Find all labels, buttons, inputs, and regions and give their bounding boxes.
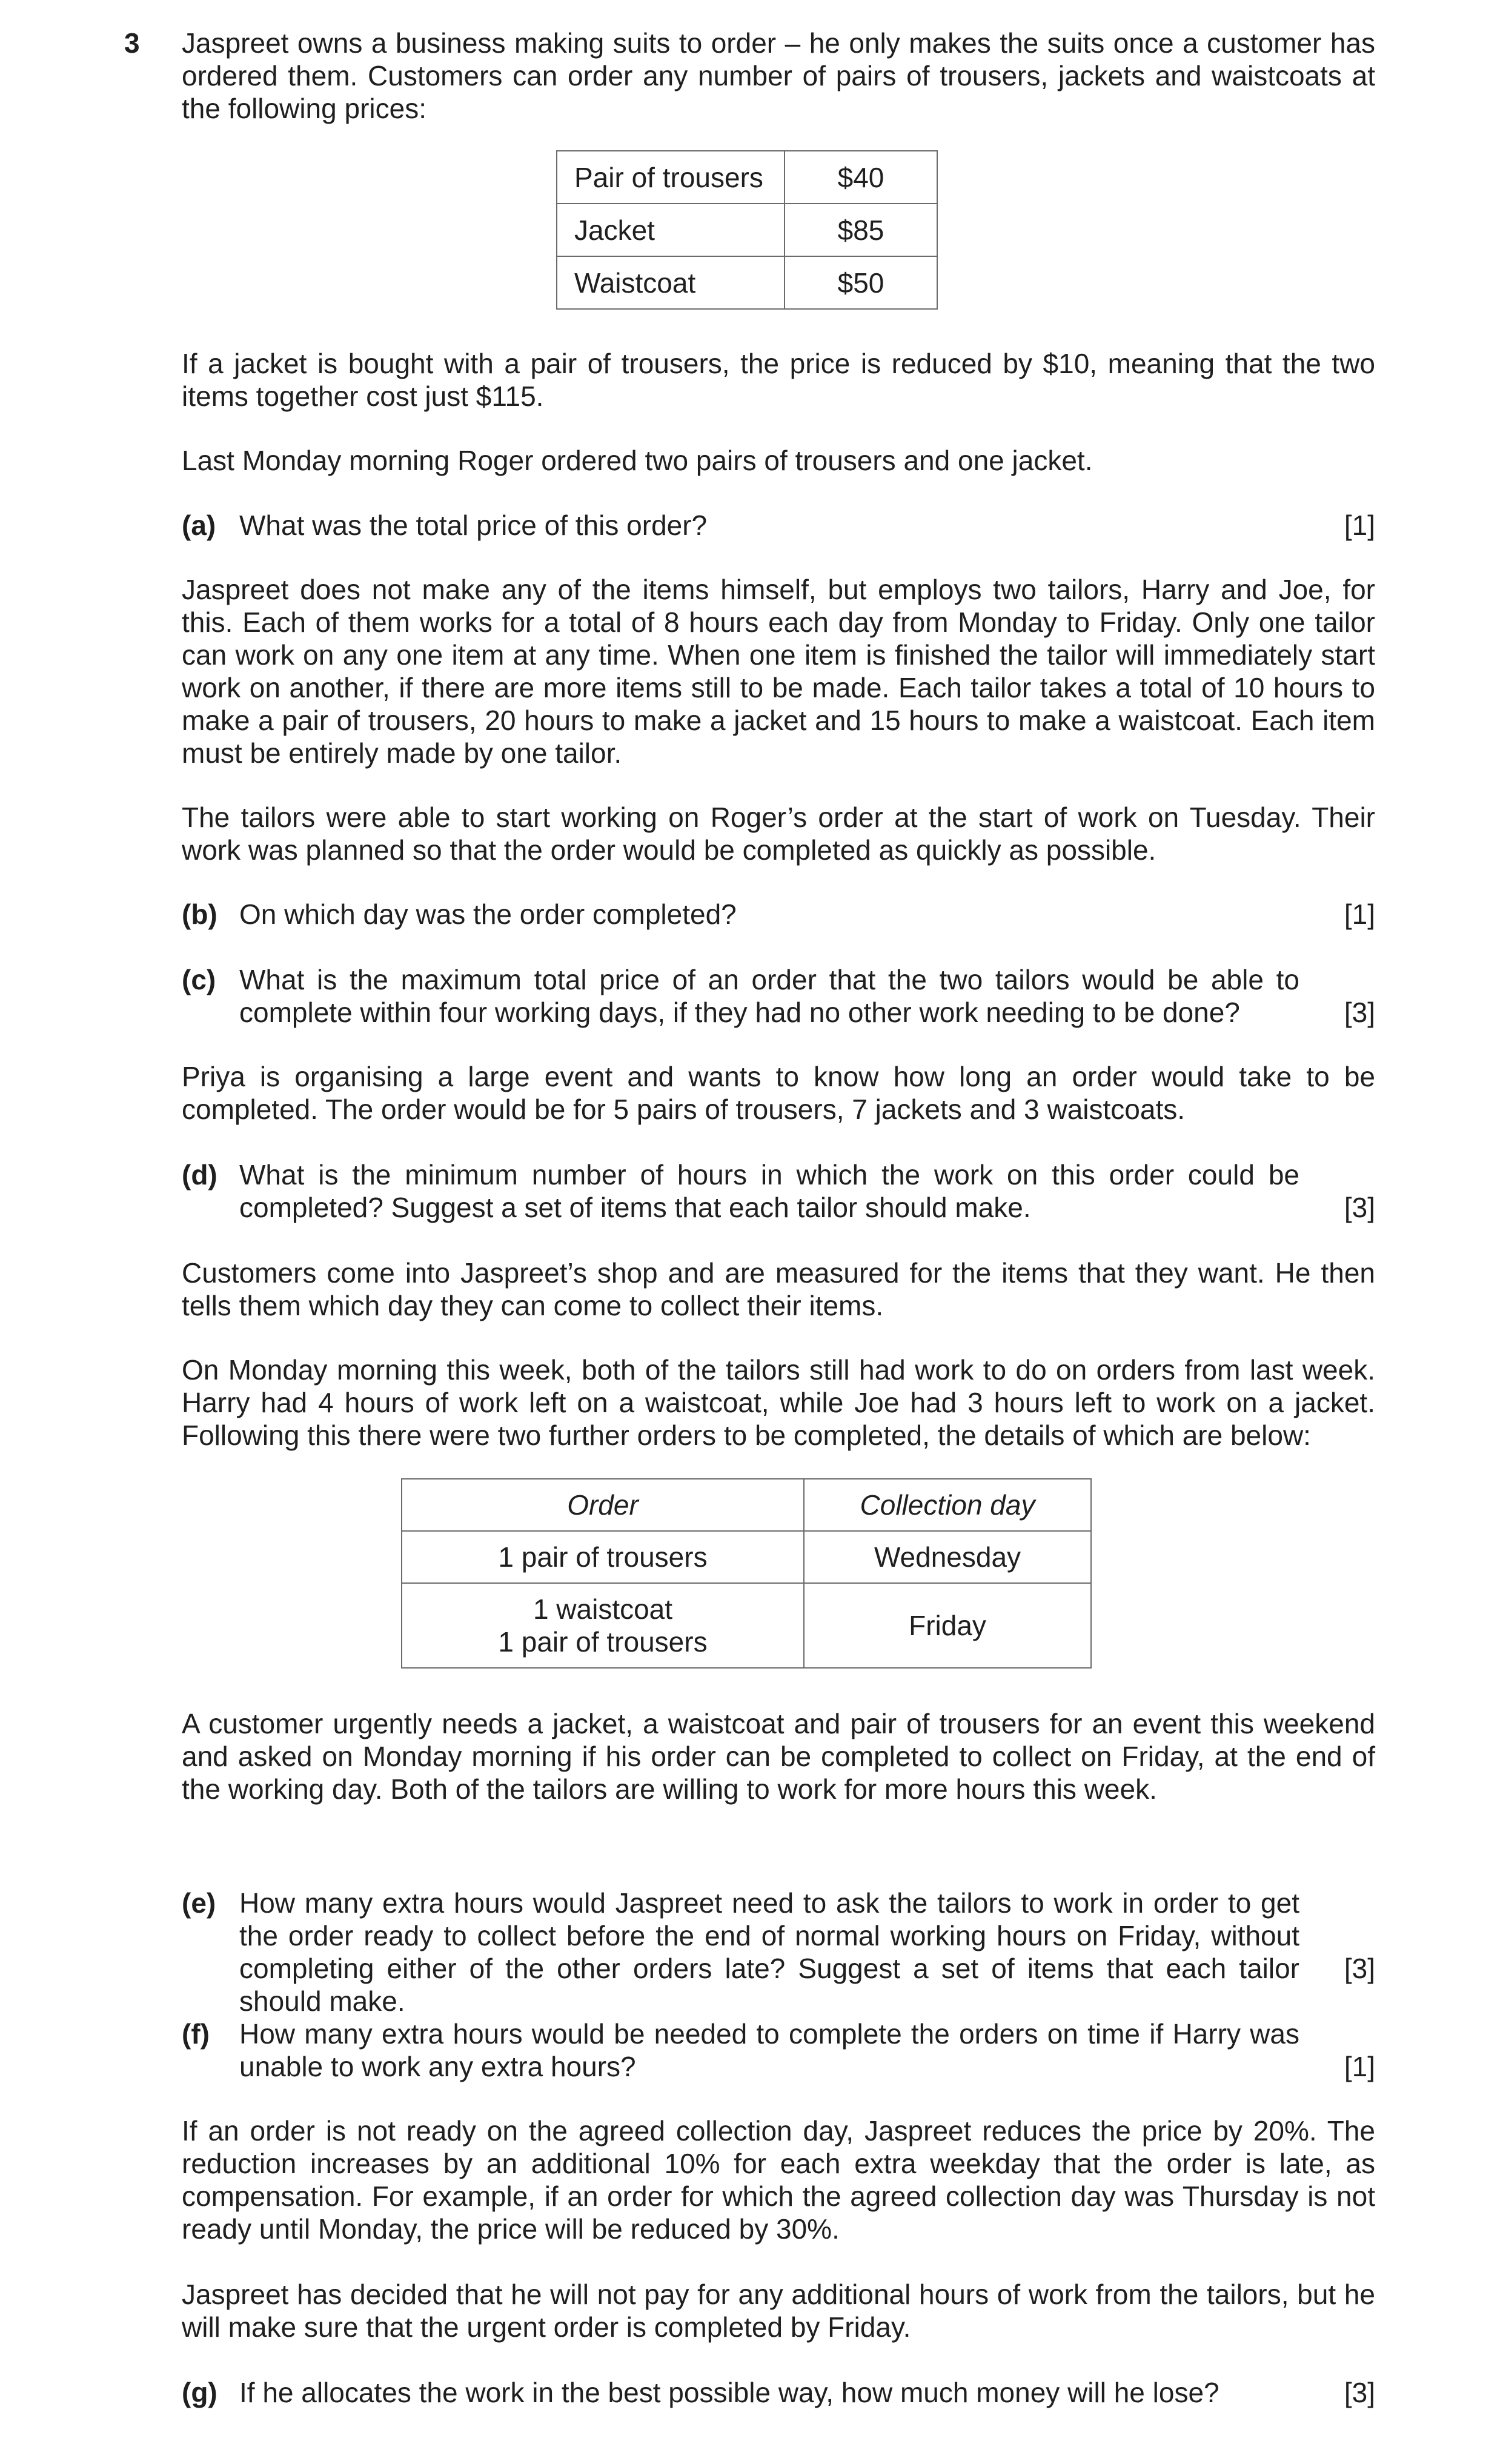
marks: [1] xyxy=(1344,510,1375,541)
tailors-paragraph: Jaspreet does not make any of the items himself, but employs two tailors, Harry and Joe, for this. Each of them works for a total of 8 hours each day from Monday to Friday. Only one tailor can work on any one item at any time. When one item is finished the tailor will immediately start work on another, if there are more items still to be made. Each tailor takes a total of 10 hours to make a pair of trousers, 20 hours to make a jacket and 15 hours to make a waistcoat. Each item must be entirely made by one tailor. xyxy=(182,574,1375,769)
part-text: How many extra hours would be needed to complete the orders on time if Harry was unable to work any extra hours? xyxy=(239,2018,1299,2082)
part-label: (d) xyxy=(182,1159,217,1190)
table-row xyxy=(557,151,937,204)
price-table xyxy=(556,150,938,310)
price-value: $40 xyxy=(785,151,937,204)
part-text: What is the maximum total price of an order that the two tailors would be able to complete within four working days, if they had no other work needing to be done? xyxy=(239,964,1299,1028)
table-row xyxy=(557,204,937,256)
order-table xyxy=(401,1478,1092,1669)
marks: [1] xyxy=(1344,898,1375,930)
marks: [1] xyxy=(1344,2051,1375,2082)
order-cell xyxy=(402,1583,804,1668)
late-paragraph: If an order is not ready on the agreed collection day, Jaspreet reduces the price by 20%. The reduction increases by an additional 10% for each extra weekday that the order is late, as compensation. For example, if an order for which the agreed collection day was Thursday is not ready until Monday, the price will be reduced by 30%. xyxy=(182,2115,1375,2245)
monday-paragraph: On Monday morning this week, both of the tailors still had work to do on orders from last week. Harry had 4 hours of work left on a waistcoat, while Joe had 3 hours left to work on a jacket. Following this there were two further orders to be completed, the details of which are below: xyxy=(182,1354,1375,1451)
question-number: 3 xyxy=(124,27,140,59)
part-label: (g) xyxy=(182,2377,217,2408)
urgent-paragraph: A customer urgently needs a jacket, a waistcoat and pair of trousers for an event this weekend and asked on Monday morning if his order can be completed to collect on Friday, at the end of the working day. Both of the tailors are willing to work for more hours this week. xyxy=(182,1708,1375,1805)
marks: [3] xyxy=(1344,2377,1375,2408)
part-c xyxy=(182,963,1375,1029)
priya-paragraph: Priya is organising a large event and wants to know how long an order would take to be completed. The order would be for 5 pairs of trousers, 7 jackets and 3 waistcoats. xyxy=(182,1061,1375,1125)
intro-paragraph: Jaspreet owns a business making suits to order – he only makes the suits once a customer has ordered them. Customers can order any number of pairs of trousers, jackets and waistcoats at the following prices: xyxy=(182,27,1375,124)
table-row xyxy=(557,256,937,309)
part-g xyxy=(182,2376,1375,2409)
price-item: Jacket xyxy=(557,204,785,256)
start-paragraph: The tailors were able to start working on Roger’s order at the start of work on Tuesday. Their work was planned so that the order would be completed as quickly as possible. xyxy=(182,802,1375,866)
price-value: $85 xyxy=(785,204,937,256)
part-text: If he allocates the work in the best possible way, how much money will he lose? xyxy=(239,2377,1219,2408)
part-d xyxy=(182,1158,1375,1224)
table-row xyxy=(402,1583,1091,1668)
marks: [3] xyxy=(1344,997,1375,1028)
part-text: What was the total price of this order? xyxy=(239,510,708,541)
price-item: Waistcoat xyxy=(557,256,785,309)
part-label: (b) xyxy=(182,898,217,930)
collection-day-cell: Friday xyxy=(804,1583,1091,1668)
roger-paragraph: Last Monday morning Roger ordered two pairs of trousers and one jacket. xyxy=(182,445,1093,476)
part-text: What is the minimum number of hours in which the work on this order could be completed? Suggest a set of items that each tailor should make. xyxy=(239,1159,1299,1223)
marks: [3] xyxy=(1344,1192,1375,1223)
customers-paragraph: Customers come into Jaspreet’s shop and are measured for the items that they want. He then tells them which day they can come to collect their items. xyxy=(182,1257,1375,1321)
decided-paragraph: Jaspreet has decided that he will not pay for any additional hours of work from the tailors, but he will make sure that the urgent order is completed by Friday. xyxy=(182,2279,1375,2343)
order-line: 1 pair of trousers xyxy=(498,1626,708,1658)
discount-paragraph: If a jacket is bought with a pair of trousers, the price is reduced by $10, meaning that the two items together cost just $115. xyxy=(182,348,1375,412)
part-text: How many extra hours would Jaspreet need to ask the tailors to work in order to get the order ready to collect before the end of normal working hours on Friday, without completing either of the other orders late? Suggest a set of items that each tailor should make. xyxy=(239,1887,1299,2017)
part-label: (a) xyxy=(182,510,216,541)
part-b xyxy=(182,898,1375,931)
part-f xyxy=(182,2017,1375,2083)
table-row xyxy=(402,1531,1091,1583)
price-value: $50 xyxy=(785,256,937,309)
part-e xyxy=(182,1887,1375,2017)
part-text: On which day was the order completed? xyxy=(239,898,737,930)
collection-day-cell: Wednesday xyxy=(804,1531,1091,1583)
order-line: 1 waistcoat xyxy=(533,1593,673,1625)
column-header: Order xyxy=(402,1479,804,1531)
order-cell: 1 pair of trousers xyxy=(402,1531,804,1583)
marks: [3] xyxy=(1344,1953,1375,1984)
column-header: Collection day xyxy=(804,1479,1091,1531)
part-label: (e) xyxy=(182,1887,216,1919)
price-item: Pair of trousers xyxy=(557,151,785,204)
part-a xyxy=(182,509,1375,542)
part-label: (f) xyxy=(182,2018,210,2050)
table-header-row xyxy=(402,1479,1091,1531)
part-label: (c) xyxy=(182,964,216,995)
